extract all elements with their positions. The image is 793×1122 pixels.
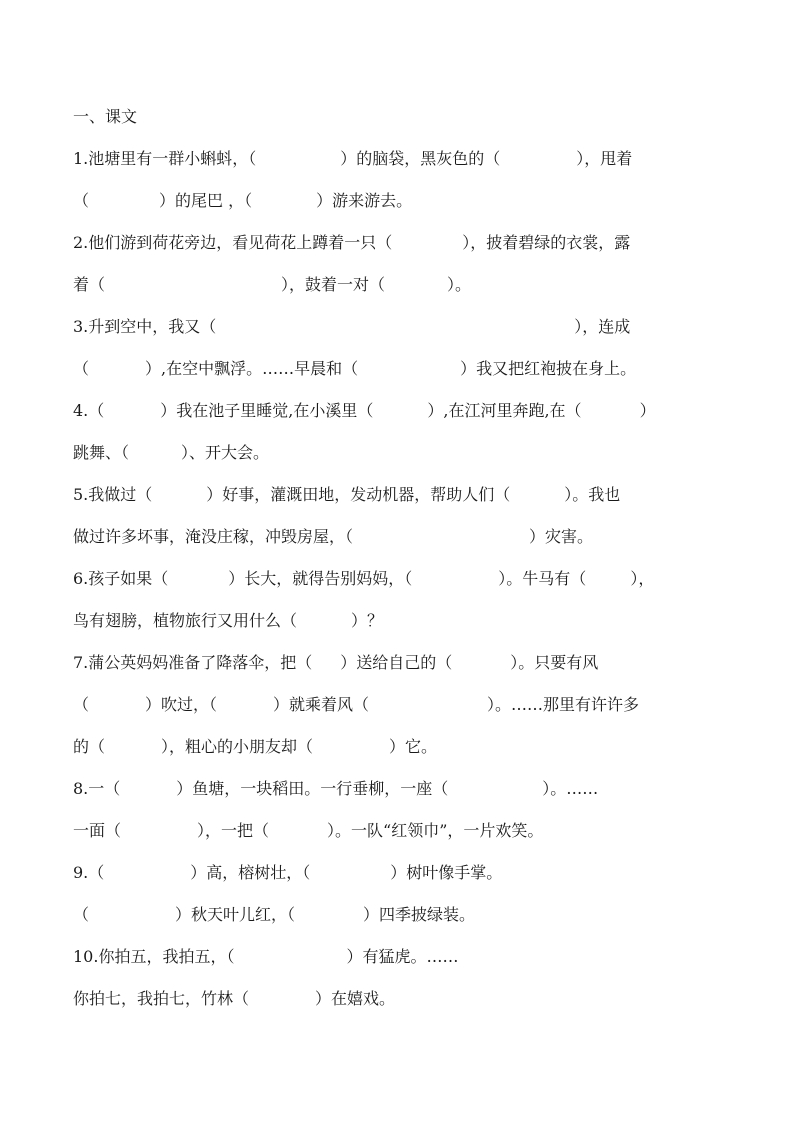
fill-in-blank[interactable] (256, 149, 340, 169)
line-text: 做过许多坏事，淹没庄稼，冲毁房屋，（ (73, 527, 354, 546)
exercise-line (73, 233, 630, 253)
fill-in-blank[interactable] (385, 275, 447, 295)
line-text: ）在嬉戏。 (315, 989, 396, 1008)
line-text: ）的脑袋，黑灰色的（ (340, 149, 501, 168)
line-text: ）。……那里有许许多 (487, 695, 640, 714)
line-text: ）。 (447, 275, 472, 294)
line-text: 8.一（ (73, 779, 121, 798)
fill-in-blank[interactable] (152, 485, 206, 505)
exercise-line (73, 191, 412, 211)
fill-in-blank[interactable] (448, 779, 542, 799)
exercise-line (73, 737, 437, 757)
fill-in-blank[interactable] (586, 569, 630, 589)
line-text: ）,在空中飘浮。……早晨和（ (145, 359, 359, 378)
line-text: 2.他们游到荷花旁边，看见荷花上蹲着一只（ (73, 233, 393, 252)
line-text: 着（ (73, 275, 106, 294)
exercise-line (73, 905, 475, 925)
fill-in-blank[interactable] (369, 695, 487, 715)
fill-in-blank[interactable] (313, 737, 389, 757)
fill-in-blank[interactable] (269, 821, 327, 841)
fill-in-blank[interactable] (105, 737, 161, 757)
fill-in-blank[interactable] (129, 443, 181, 463)
exercise-line (73, 863, 502, 883)
fill-in-blank[interactable] (510, 485, 564, 505)
exercise-line (73, 443, 269, 463)
fill-in-blank[interactable] (89, 191, 159, 211)
line-text: ）灾害。 (529, 527, 594, 546)
line-text: ）送给自己的（ (340, 653, 453, 672)
line-text: ）秋天叶儿红，（ (175, 905, 296, 924)
line-text: （ (73, 695, 90, 714)
line-text: ）。只要有风 (510, 653, 599, 672)
line-text: 6.孩子如果（ (73, 569, 169, 588)
line-text: ），披着碧绿的衣裳，露 (462, 233, 631, 252)
line-text: ），鼓着一对（ (281, 275, 386, 294)
fill-in-blank[interactable] (500, 149, 576, 169)
exercise-line (73, 359, 636, 379)
fill-in-blank[interactable] (310, 863, 390, 883)
exercise-line (73, 569, 654, 589)
fill-in-blank[interactable] (312, 653, 340, 673)
line-text: ）。一队“红领巾”，一片欢笑。 (327, 821, 544, 840)
line-text: （ (73, 905, 90, 924)
line-text: ），一把（ (197, 821, 270, 840)
exercise-line (73, 611, 383, 631)
fill-in-blank[interactable] (121, 821, 197, 841)
exercise-line (73, 527, 593, 547)
line-text: ）。…… (542, 779, 599, 798)
line-text: ），连成 (574, 317, 631, 336)
fill-in-blank[interactable] (217, 695, 273, 715)
line-text: ）鱼塘，一块稻田。一行垂柳，一座（ (176, 779, 449, 798)
exercise-line (73, 401, 656, 421)
fill-in-blank[interactable] (353, 527, 529, 547)
exercise-line (73, 947, 458, 967)
line-text: ）,在江河里奔跑,在（ (427, 401, 582, 420)
line-text: ）高，榕树壮，（ (190, 863, 311, 882)
line-text: 的（ (73, 737, 106, 756)
line-text: ），粗心的小朋友却（ (161, 737, 314, 756)
exercise-line (73, 695, 639, 715)
line-text: ）长大，就得告别妈妈，（ (228, 569, 413, 588)
fill-in-blank[interactable] (582, 401, 640, 421)
fill-in-blank[interactable] (89, 695, 145, 715)
line-text: ）游来游去。 (316, 191, 413, 210)
fill-in-blank[interactable] (392, 233, 462, 253)
line-text: ）我又把红袍披在身上。 (460, 359, 637, 378)
line-text: 3.升到空中，我又（ (73, 317, 217, 336)
line-text: ）就乘着风（ (273, 695, 370, 714)
exercise-line (73, 653, 598, 673)
fill-in-blank[interactable] (358, 359, 460, 379)
line-text: ）有猛虎。…… (346, 947, 459, 966)
line-text: ）好事，灌溉田地，发动机器，帮助人们（ (206, 485, 511, 504)
fill-in-blank[interactable] (249, 989, 315, 1009)
line-text: ）吹过，（ (145, 695, 218, 714)
line-text: 鸟有翅膀，植物旅行又用什么（ (73, 611, 298, 630)
line-text: ）？ (351, 611, 384, 630)
line-text: 9.（ (73, 863, 105, 882)
line-text: 4.（ (73, 401, 105, 420)
exercise-line (73, 821, 543, 841)
fill-in-blank[interactable] (89, 359, 145, 379)
section-heading (73, 107, 137, 127)
fill-in-blank[interactable] (252, 191, 316, 211)
line-text: 一、课文 (73, 107, 138, 126)
fill-in-blank[interactable] (104, 401, 160, 421)
fill-in-blank[interactable] (373, 401, 427, 421)
exercise-line (73, 317, 630, 337)
line-text: ）我在池子里睡觉,在小溪里（ (160, 401, 374, 420)
exercise-line (73, 149, 632, 169)
fill-in-blank[interactable] (105, 275, 281, 295)
exercise-line (73, 779, 598, 799)
line-text: 5.我做过（ (73, 485, 153, 504)
line-text: ）， (630, 569, 655, 588)
fill-in-blank[interactable] (104, 863, 190, 883)
fill-in-blank[interactable] (295, 905, 363, 925)
line-text: ），甩着 (576, 149, 633, 168)
line-text: （ (73, 359, 90, 378)
line-text: ）四季披绿装。 (363, 905, 476, 924)
fill-in-blank[interactable] (234, 947, 346, 967)
fill-in-blank[interactable] (452, 653, 510, 673)
line-text: 一面（ (73, 821, 122, 840)
exercise-line (73, 485, 620, 505)
line-text: ）树叶像手掌。 (390, 863, 503, 882)
fill-in-blank[interactable] (89, 905, 175, 925)
line-text: ）、开大会。 (181, 443, 270, 462)
fill-in-blank[interactable] (412, 569, 498, 589)
fill-in-blank[interactable] (168, 569, 228, 589)
line-text: 7.蒲公英妈妈准备了降落伞，把（ (73, 653, 313, 672)
line-text: ）的尾巴 ，（ (159, 191, 253, 210)
line-text: 你拍七，我拍七，竹林（ (73, 989, 250, 1008)
exercise-line (73, 989, 395, 1009)
exercise-line (73, 275, 471, 295)
line-text: 跳舞、（ (73, 443, 130, 462)
line-text: （ (73, 191, 90, 210)
line-text: ）它。 (389, 737, 438, 756)
line-text: ） (639, 401, 656, 420)
line-text: 10.你拍五，我拍五，（ (73, 947, 235, 966)
line-text: ）。我也 (564, 485, 621, 504)
fill-in-blank[interactable] (216, 317, 574, 337)
line-text: 1.池塘里有一群小蝌蚪，（ (73, 149, 257, 168)
fill-in-blank[interactable] (297, 611, 351, 631)
fill-in-blank[interactable] (120, 779, 176, 799)
line-text: ）。牛马有（ (498, 569, 587, 588)
